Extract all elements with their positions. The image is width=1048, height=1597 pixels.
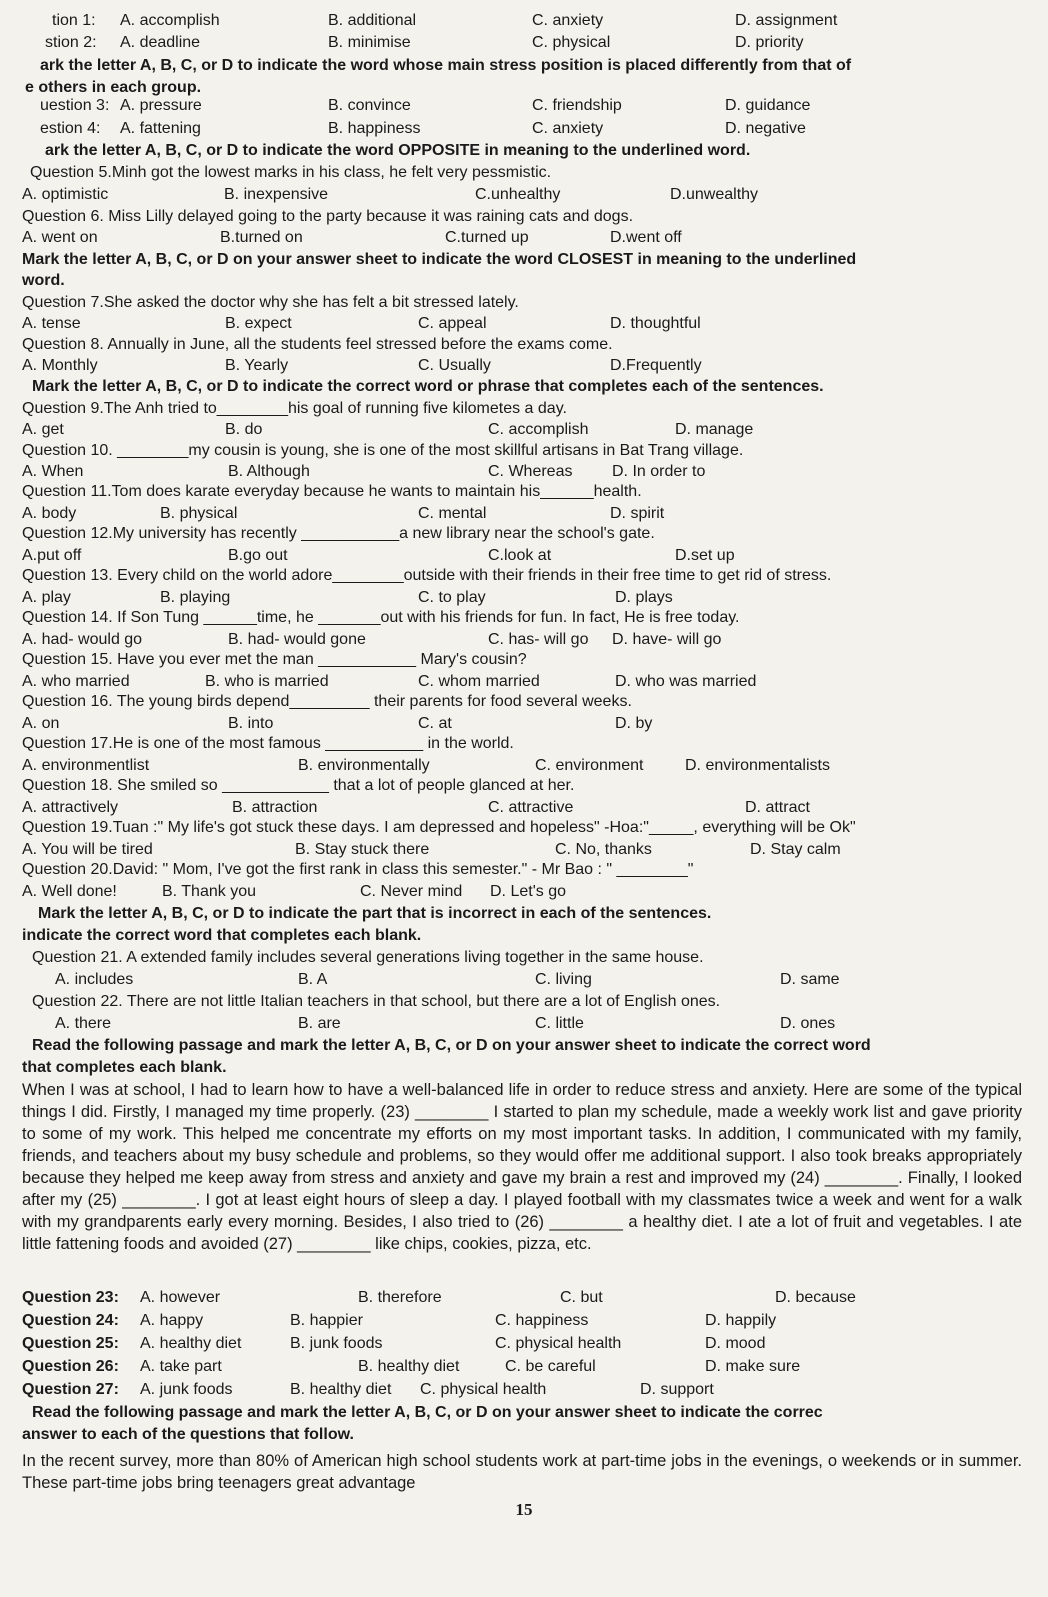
q12-option-c: C.look at	[488, 547, 552, 564]
reading-passage-1: When I was at school, I had to learn how to have a well-balanced life in order to reduce stress and anxiety. Here are some of the typical things I did. Firstly, I managed my time properly. (23) ________ I started to plan my schedule, made a weekly work list and gave priority to some of my work. This helped me concentrate my efforts on my most important tasks. In addition, I communicated with my family, friends, and teachers about my busy schedule and problems, so they would offer me additional support. I also took breaks appropriately because they helped me keep away from stress and anxiety and gave my brain a rest and improved my (24) ________. Finally, I looked after my (25) ________. I got at least eight hours of sleep a day. I played football with my classmates twice a week and went for a walk with my grandparents early every morning. Besides, I also tried to (26) ________ a healthy diet. I ate a lot of fruit and vegetables. I ate little fattening foods and avoided (27) ________ like chips, cookies, pizza, etc.	[22, 1081, 1022, 1253]
q13-stem: Question 13. Every child on the world adore________outside with their friends in their free time to get rid of stress.	[22, 567, 832, 584]
q26-option-b: B. healthy diet	[358, 1358, 460, 1375]
q21-option-d: D. same	[780, 971, 840, 988]
reading-passage-2: In the recent survey, more than 80% of American high school students work at part-time jobs in the evenings, o weekends or in summer. These part-time jobs bring teenagers great advantage	[22, 1452, 1022, 1492]
q16-option-b: B. into	[228, 715, 274, 732]
q22-stem: Question 22. There are not little Italian teachers in that school, but there are a lot of English ones.	[32, 993, 721, 1010]
q13-option-b: B. playing	[160, 589, 231, 606]
q2-option-a: A. deadline	[120, 34, 201, 51]
q5-option-a: A. optimistic	[22, 186, 109, 203]
q2-label: stion 2:	[45, 34, 97, 51]
q8-option-b: B. Yearly	[225, 357, 289, 374]
q24-option-d: D. happily	[705, 1312, 777, 1329]
q25-option-c: C. physical health	[495, 1335, 622, 1352]
q4-option-a: A. fattening	[120, 120, 201, 137]
q10-option-c: C. Whereas	[488, 463, 573, 480]
q11-option-c: C. mental	[418, 505, 487, 522]
q2-option-c: C. physical	[532, 34, 611, 51]
q6-stem: Question 6. Miss Lilly delayed going to the party because it was raining cats and dogs.	[22, 208, 634, 225]
instruction-passage2-cont: answer to each of the questions that follow.	[22, 1426, 354, 1443]
q14-stem: Question 14. If Son Tung ______time, he _______out with his friends for fun. In fact, He is free today.	[22, 609, 740, 626]
q16-option-a: A. on	[22, 715, 60, 732]
q6-option-b: B.turned on	[220, 229, 303, 246]
q20-option-a: A. Well done!	[22, 883, 117, 900]
instruction-passage1-cont: that completes each blank.	[22, 1059, 227, 1076]
q10-option-b: B. Although	[228, 463, 310, 480]
q7-option-a: A. tense	[22, 315, 81, 332]
q16-option-d: D. by	[615, 715, 653, 732]
q23-option-a: A. however	[140, 1289, 221, 1306]
q27-option-b: B. healthy diet	[290, 1381, 392, 1398]
q4-option-d: D. negative	[725, 120, 806, 137]
q7-option-d: D. thoughtful	[610, 315, 701, 332]
q27-option-a: A. junk foods	[140, 1381, 233, 1398]
q16-stem: Question 16. The young birds depend_________ their parents for food several weeks.	[22, 693, 632, 710]
q3-option-b: B. convince	[328, 97, 411, 114]
q5-option-b: B. inexpensive	[224, 186, 329, 203]
q17-option-a: A. environmentlist	[22, 757, 150, 774]
instruction-incorrect-cont: indicate the correct word that completes each blank.	[22, 927, 422, 944]
instruction-complete: Mark the letter A, B, C, or D to indicate the correct word or phrase that completes each of the sentences.	[32, 378, 824, 395]
q21-option-a: A. includes	[55, 971, 134, 988]
q18-option-a: A. attractively	[22, 799, 119, 816]
page-number: 15	[515, 1500, 533, 1519]
q9-stem: Question 9.The Anh tried to________his goal of running five kilometes a day.	[22, 400, 567, 417]
q14-option-c: C. has- will go	[488, 631, 589, 648]
instruction-closest: Mark the letter A, B, C, or D on your answer sheet to indicate the word CLOSEST in meaning to the underlined	[22, 251, 857, 268]
q7-stem: Question 7.She asked the doctor why she has felt a bit stressed lately.	[22, 294, 519, 311]
q3-option-a: A. pressure	[120, 97, 202, 114]
q17-option-d: D. environmentalists	[685, 757, 830, 774]
q19-option-d: D. Stay calm	[750, 841, 841, 858]
q22-option-d: D. ones	[780, 1015, 836, 1032]
q8-option-d: D.Frequently	[610, 357, 702, 374]
q24-label: Question 24:	[22, 1312, 119, 1329]
q17-option-c: C. environment	[535, 757, 644, 774]
q8-option-a: A. Monthly	[22, 357, 98, 374]
q19-stem: Question 19.Tuan :" My life's got stuck these days. I am depressed and hopeless" -Hoa:"_____, everything will be Ok"	[22, 819, 856, 836]
q25-option-b: B. junk foods	[290, 1335, 383, 1352]
q21-stem: Question 21. A extended family includes several generations living together in the same house.	[32, 949, 704, 966]
q9-option-a: A. get	[22, 421, 64, 438]
q15-option-a: A. who married	[22, 673, 130, 690]
q19-option-b: B. Stay stuck there	[295, 841, 430, 858]
q24-option-b: B. happier	[290, 1312, 363, 1329]
q2-option-d: D. priority	[735, 34, 804, 51]
q7-option-b: B. expect	[225, 315, 292, 332]
q23-option-b: B. therefore	[358, 1289, 442, 1306]
q14-option-b: B. had- would gone	[228, 631, 366, 648]
q1-option-d: D. assignment	[735, 12, 838, 29]
q3-option-d: D. guidance	[725, 97, 811, 114]
q23-label: Question 23:	[22, 1289, 119, 1306]
q6-option-a: A. went on	[22, 229, 98, 246]
q15-option-b: B. who is married	[205, 673, 329, 690]
q14-option-d: D. have- will go	[612, 631, 722, 648]
q21-option-b: B. A	[298, 971, 328, 988]
q25-option-d: D. mood	[705, 1335, 766, 1352]
q27-label: Question 27:	[22, 1381, 119, 1398]
instruction-stress-cont: e others in each group.	[25, 79, 202, 96]
q20-option-b: B. Thank you	[162, 883, 256, 900]
q13-option-c: C. to play	[418, 589, 486, 606]
q18-option-c: C. attractive	[488, 799, 574, 816]
q26-label: Question 26:	[22, 1358, 119, 1375]
instruction-opposite: ark the letter A, B, C, or D to indicate the word OPPOSITE in meaning to the underlined word.	[45, 142, 751, 159]
q3-option-c: C. friendship	[532, 97, 622, 114]
q11-option-d: D. spirit	[610, 505, 665, 522]
q12-option-d: D.set up	[675, 547, 735, 564]
q11-stem: Question 11.Tom does karate everyday because he wants to maintain his______health.	[22, 483, 642, 500]
q26-option-c: C. be careful	[505, 1358, 596, 1375]
q14-option-a: A. had- would go	[22, 631, 143, 648]
q23-option-c: C. but	[560, 1289, 603, 1306]
q10-option-d: D. In order to	[612, 463, 706, 480]
instruction-incorrect: Mark the letter A, B, C, or D to indicate the part that is incorrect in each of the sentences.	[38, 905, 712, 922]
q7-option-c: C. appeal	[418, 315, 487, 332]
q20-option-d: D. Let's go	[490, 883, 566, 900]
q20-stem: Question 20.David: " Mom, I've got the first rank in class this semester." - Mr Bao : " ________"	[22, 861, 694, 878]
q25-label: Question 25:	[22, 1335, 119, 1352]
q10-option-a: A. When	[22, 463, 84, 480]
q5-option-c: C.unhealthy	[475, 186, 561, 203]
q3-label: uestion 3:	[40, 97, 110, 114]
q9-option-b: B. do	[225, 421, 263, 438]
q18-option-b: B. attraction	[232, 799, 318, 816]
q1-label: tion 1:	[52, 12, 96, 29]
q16-option-c: C. at	[418, 715, 452, 732]
q9-option-c: C. accomplish	[488, 421, 589, 438]
q27-option-d: D. support	[640, 1381, 714, 1398]
q19-option-a: A. You will be tired	[22, 841, 153, 858]
q1-option-b: B. additional	[328, 12, 417, 29]
q15-stem: Question 15. Have you ever met the man ___________ Mary's cousin?	[22, 651, 527, 668]
q24-option-c: C. happiness	[495, 1312, 589, 1329]
q8-option-c: C. Usually	[418, 357, 491, 374]
q19-option-c: C. No, thanks	[555, 841, 652, 858]
q17-stem: Question 17.He is one of the most famous ___________ in the world.	[22, 735, 514, 752]
instruction-stress: ark the letter A, B, C, or D to indicate the word whose main stress position is placed differently from that of	[40, 57, 852, 74]
q27-option-c: C. physical health	[420, 1381, 547, 1398]
instruction-closest-cont: word.	[22, 272, 65, 289]
q10-stem: Question 10. ________my cousin is young, she is one of the most skillful artisans in Bat Trang village.	[22, 442, 744, 459]
q26-option-a: A. take part	[140, 1358, 222, 1375]
q2-option-b: B. minimise	[328, 34, 411, 51]
q4-option-b: B. happiness	[328, 120, 421, 137]
q21-option-c: C. living	[535, 971, 592, 988]
q26-option-d: D. make sure	[705, 1358, 801, 1375]
q11-option-a: A. body	[22, 505, 77, 522]
q1-option-c: C. anxiety	[532, 12, 604, 29]
q15-option-d: D. who was married	[615, 673, 757, 690]
q22-option-a: A. there	[55, 1015, 112, 1032]
q24-option-a: A. happy	[140, 1312, 204, 1329]
q5-option-d: D.unwealthy	[670, 186, 759, 203]
q9-option-d: D. manage	[675, 421, 754, 438]
q6-option-d: D.went off	[610, 229, 682, 246]
q18-option-d: D. attract	[745, 799, 810, 816]
q11-option-b: B. physical	[160, 505, 238, 522]
instruction-passage1: Read the following passage and mark the letter A, B, C, or D on your answer sheet to indicate the correct word	[32, 1037, 871, 1054]
q17-option-b: B. environmentally	[298, 757, 430, 774]
q23-option-d: D. because	[775, 1289, 856, 1306]
q12-option-b: B.go out	[228, 547, 288, 564]
q8-stem: Question 8. Annually in June, all the students feel stressed before the exams come.	[22, 336, 613, 353]
q12-option-a: A.put off	[22, 547, 82, 564]
q25-option-a: A. healthy diet	[140, 1335, 242, 1352]
q4-option-c: C. anxiety	[532, 120, 604, 137]
q18-stem: Question 18. She smiled so ____________ that a lot of people glanced at her.	[22, 777, 575, 794]
q12-stem: Question 12.My university has recently ___________a new library near the school's gate.	[22, 525, 655, 542]
q22-option-b: B. are	[298, 1015, 341, 1032]
instruction-passage2: Read the following passage and mark the letter A, B, C, or D on your answer sheet to indicate the correc	[32, 1404, 823, 1421]
q15-option-c: C. whom married	[418, 673, 540, 690]
q5-stem: Question 5.Minh got the lowest marks in his class, he felt very pessmistic.	[30, 164, 552, 181]
q22-option-c: C. little	[535, 1015, 584, 1032]
q20-option-c: C. Never mind	[360, 883, 463, 900]
q1-option-a: A. accomplish	[120, 12, 220, 29]
q13-option-a: A. play	[22, 589, 71, 606]
q13-option-d: D. plays	[615, 589, 673, 606]
q6-option-c: C.turned up	[445, 229, 529, 246]
q4-label: estion 4:	[40, 120, 101, 137]
